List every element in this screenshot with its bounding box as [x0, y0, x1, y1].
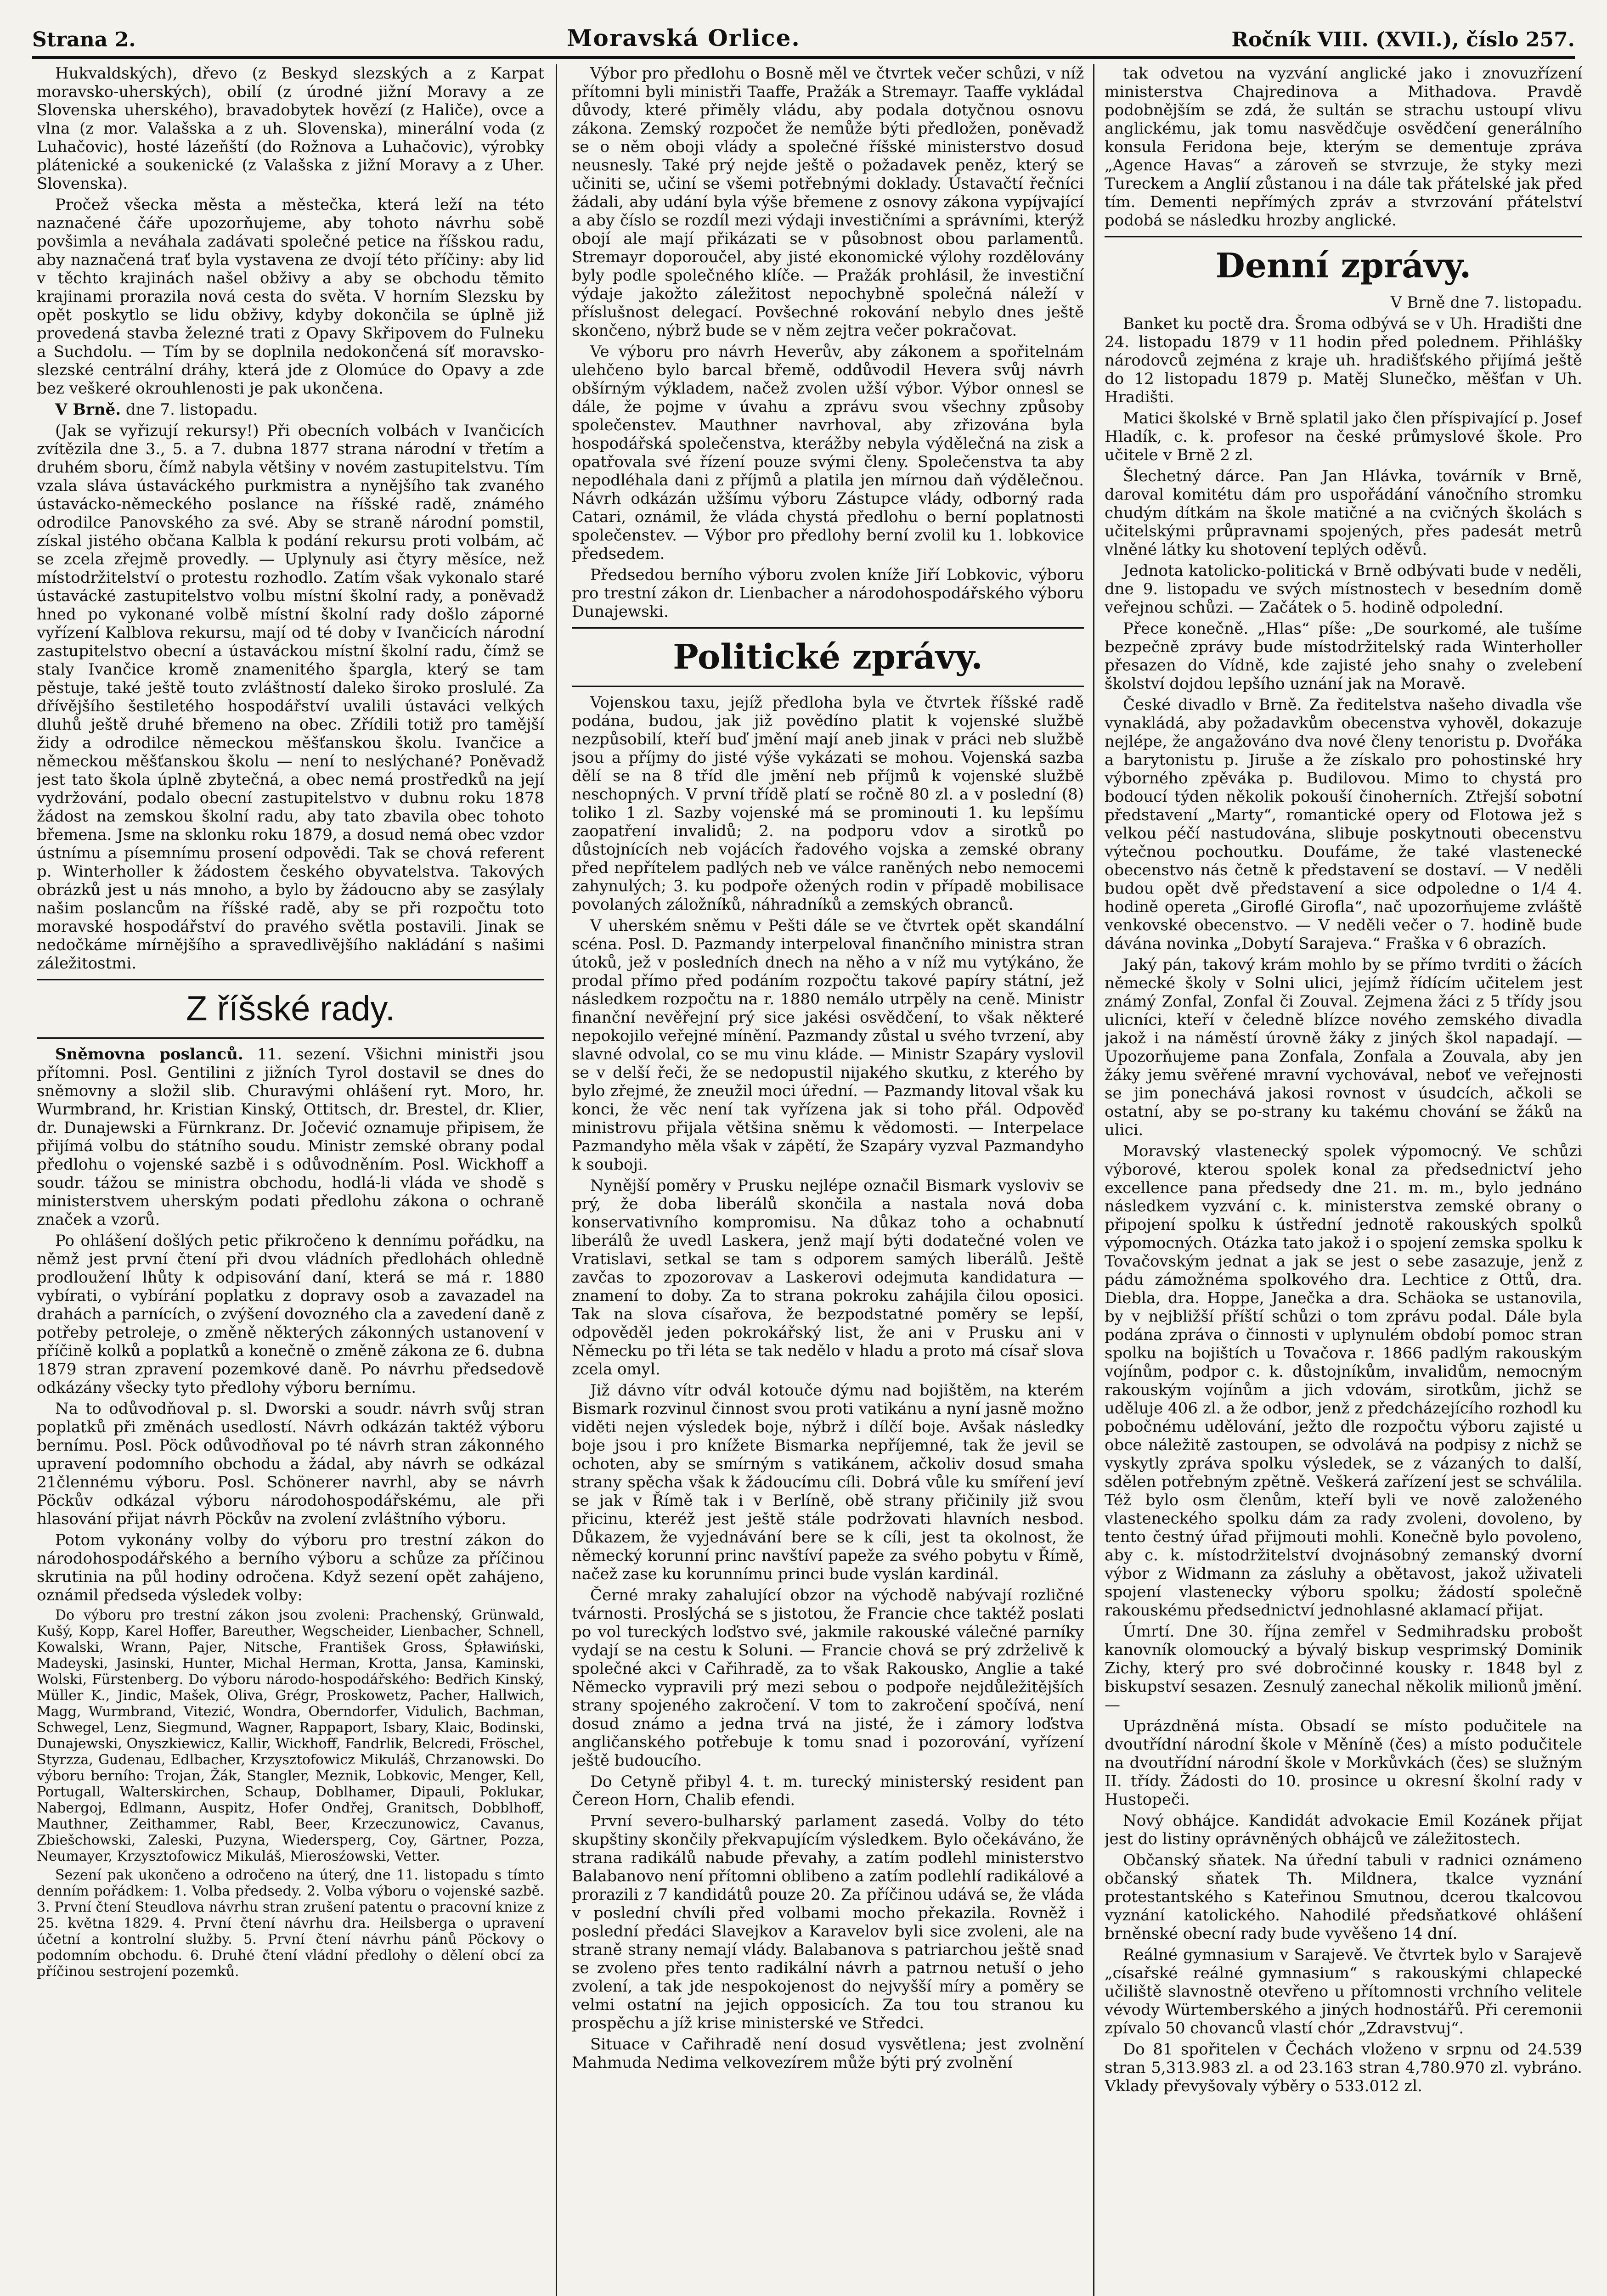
article-paragraph: Na to odůvodňoval p. sl. Dworski a soudr. návrh svůj stran poplatků při změnách usedlostí. Návrh odkázán taktéž výboru bernímu. Posl. Pöck odůvodňoval po té návrh stran zákonného upravení podomního obchodu a žádal, aby návrh se odkázal 21člennému výboru. Posl. Schönerer navrhl, aby se návrh Pöckův odkázal výboru národohospodářskému, ale při hlasování přijat návrh Pöckův na zvolení zvláštního výboru.: [37, 1400, 544, 1528]
article-paragraph: Potom vykonány volby do výboru pro trestní zákon do národohospodářského a berního výboru a schůze za příčinou skrutinia na půl hodiny odročena. Když sezení opět zahájeno, oznámil předseda výsledek volby:: [37, 1531, 544, 1604]
article-paragraph: Černé mraky zahalující obzor na východě nabývají rozličné tvárnosti. Proslýchá se s jistotou, že Francie chce taktéž poslati po vol tureckých loďstvo své, jakmile rakouské válečné parníky vydají se na cestu k Soluni. — Francie chová se prý zdrželivě k společné akci v Cařihradě, za to však Rakousko, Anglie a také Německo vypravili prý mezi sebou o podpoře nejdůležitějších strany spojeného zakročení. V tom to zakročení spočívá, není dosud známo a jedna trvá na jisté, že i zámory loďstva angličanského potřebuje k tomu snad i pozorování, vyřízení ještě budoucího.: [572, 1586, 1084, 1770]
article-paragraph: Nový obhájce. Kandidát advokacie Emil Kozánek přijat jest do listiny oprávněných obhájců ve záležitostech.: [1105, 1812, 1582, 1848]
article-paragraph: Přece konečně. „Hlas“ píše: „De sourkomé, ale tušíme bezpečně zprávy bude místodržitelský rada Winterholler přesazen do Vídně, kde zajisté jeho snahy o zvelebení školství dojdou lepšího uznání jak na Moravě.: [1105, 619, 1582, 693]
committee-list: Do výboru pro trestní zákon jsou zvoleni: Prachenský, Grünwald, Kušý, Kopp, Karel Hoffer, Bareuther, Wegscheider, Lienbacher, Schnell, Kowalski, Wrann, Pajer, Nitsche, František Gross, Śpławiński, Madeyski, Jasinski, Hunter, Michal Herman, Krotta, Jansa, Kaminski, Wolski, Fürstenberg. Do výboru národo-hospodářského: Bedřich Kinský, Müller K., Jindic, Mašek, Oliva, Grégr, Proskowetz, Pacher, Hallwich, Magg, Wurmbrand, Vitezić, Wondra, Oberndorfer, Vidulich, Bachman, Schwegel, Lenz, Siegmund, Wagner, Rappaport, Isbary, Klaic, Bodinski, Dunajewski, Onyszkiewicz, Kallir, Wickhoff, Fandrlik, Belcredi, Fröschel, Styrzza, Gudenau, Edlbacher, Krzysztofowicz Mikuláš, Chrzanowski. Do výboru berního: Trojan, Žák, Stangler, Meznik, Lobkovic, Menger, Kell, Portugall, Walterskirchen, Schaup, Doblhamer, Dipauli, Poklukar, Nabergoj, Edlmann, Auspitz, Hofer Ondřej, Granitsch, Dobblhoff, Mauthner, Zeithammer, Rabl, Beer, Krzeczunowicz, Cavanus, Zbiešchowski, Zaleski, Puzyna, Wiedersperg, Coy, Gärtner, Pozza, Neumayer, Krzysztofowicz Mikuláš, Mierosźowski, Vetter.: [37, 1607, 544, 1864]
issue-info: Ročník VIII. (XVII.), číslo 257.: [1231, 28, 1575, 51]
article-paragraph: [37, 400, 544, 419]
section-title: Denní zprávy.: [1215, 246, 1472, 286]
dateline: V Brně dne 7. listopadu.: [1390, 293, 1582, 312]
masthead-title: Moravská Orlice.: [567, 24, 801, 51]
article-paragraph: První severo-bulharský parlament zasedá. Volby do této skupštiny skončily překvapujícím výsledkem. Bylo očekáváno, že strana radikálů nabude převahy, a zatím podlehl ministerstvo Balabanovo není přítomni oblibeno a zatím podlehlí radikálové a prorazili z 7 kandidátů pouze 20. Za příčinou udává se, že vláda v poslední chvíli před volbami mocho překazila. Rovněž i poslední předáci Slavejkov a Karavelov byli sice zvoleni, ale na straně strany nemají vlády. Balabanova s patriarchou ještě snad se zvoleno přes tento radikální návrh a patrnou netuší o jeho zvolení, a tak jde nespokojenost do nejvyšší míry a poměry se velmi ostatní na jejich opposicích. Za tou tou stranou ku prospěchu a jíž krise ministerské ve Středci.: [572, 1812, 1084, 2032]
article-paragraph: Vojenskou taxu, jejíž předloha byla ve čtvrtek říšské radě podána, budou, jak již povědíno platit k vojenské službě nezpůsobilí, kteří buď jmění mají aneb jinak v práci neb službě jsou a příjmy do jisté výše vykázati se mohou. Vojenská sazba dělí se na 8 tříd dle jmění neb příjmů k vojenské službě neschopných. V první třídě platí se ročně 80 zl. a v poslední (8) toliko 1 zl. Sazby vojenské má se prominouti 1. ku lepšímu zaopatření invalidů; 2. na podporu vdov a sirotků po důstojnících neb vojácích řadového vojska a zemské obrany před nepřítelem padlých neb ve válce raněných nebo nemocemi zahynulých; 3. ku podpoře ožených rodin v případě mobilisace povolaných záložníků, náhradníků a zemských obranců.: [572, 693, 1084, 914]
article-paragraph: Předsedou berního výboru zvolen kníže Jiří Lobkovic, výboru pro trestní zákon dr. Lienbacher a národohospodářského výboru Dunajewski.: [572, 566, 1084, 621]
closing-note: Sezení pak ukončeno a odročeno na úterý, dne 11. listopadu s tímto denním pořádkem: 1. Volba předsedy. 2. Volba výboru o vojenské sazbě. 3. První čtení Steudlova návrhu stran zrušení patentu o pracovní knize z 25. května 1829. 4. První čtení návrhu dra. Heilsberga o upravení účetní a kontrolní služby. 5. První čtení návrhu pánů Pöckovy o podomním obchodu. 6. Druhé čtení vládní předlohy o dělení obcí za příčinou sestrojení pozemků.: [37, 1867, 544, 1980]
article-paragraph: Jednota katolicko-politická v Brně odbývati bude v neděli, dne 9. listopadu ve svých místnostech v besedním domě veřejnou schůzi. — Začátek o 5. hodině odpolední.: [1105, 562, 1582, 617]
article-paragraph: Pročež všecka města a městečka, která leží na této naznačené čáře upozorňujeme, aby tohoto návrhu sobě povšimla a neváhala zadávati společné petice na říšskou radu, aby naznačená trať byla vystavena ze dvojí této příčiny: aby lid v těchto krajinách našel obživy a aby se obchodu těmito krajinami prorazila nová cesta do světa. V horním Slezsku by opět poskytlo se lidu obživy, kdyby dokončila se úplně již provedená stavba železné trati z Opavy Skřipovem do Fulneku a Suchdolu. — Tím by se doplnila nedokončená síť moravsko-slezské centrální dráhy, která jde z Olomúce do Opavy a zde bez veškeré okrouhlenosti je pak ukončena.: [37, 196, 544, 398]
article-paragraph: Ve výboru pro návrh Heverův, aby zákonem a spořitelnám ulehčeno bylo barcal břemě, oddůvodil Hevera svůj návrh obšírným výkladem, načež zvolen užší výbor. Výbor onnesl se dále, že pojme v úvahu a zprávu svou všechny způsoby společenstev. Mauthner navrhoval, aby zřizována byla hospodářská společenstva, kterážby nebyla výdělečná na zisk a opatřovala své řízení pouze svými členy. Společenstva ta aby nepodléhala dani z příjmů a platila jen mírnou daň výdělečnou. Návrh odkázán užšímu výboru Zástupce vlády, odborný rada Catari, oznámil, že vláda chystá předlohu o berní poplatnosti společenstev. — Výbor pro předlohy berní zvolil ku 1. lobkovice předsedem.: [572, 343, 1084, 563]
article-paragraph: Výbor pro předlohu o Bosně měl ve čtvrtek večer schůzi, v níž přítomni byli ministři Taaffe, Pražák a Stremayr. Taaffe vykládal důvody, které přiměly vládu, aby podala dotyčnou osnovu zákona. Zemský rozpočet že nemůže býti předložen, poněvadž se o něm oboji vlády a společné říšské ministerstvo dosud neusnesly. Také prý nejde ještě o požadavek peněz, který se učiniti se, učiní se všemi potřebnými doklady. Ústavačtí řečníci žádali, aby udání byla výše břemene z osnovy zákona vypíjvající a aby číslo se rozdíl mezi výdaji investičními a správními, kterýž obojí ale mají přikázati se v působnost obou parlamentů. Stremayr doporoučel, aby jisté ekonomické výlohy rozdělovány byly podle společného klíče. — Pražák prohlásil, že investiční výdaje jakožto záležitost nepochybně společná náleží v příslušnost delegací. Povšechné rokování nebylo dnes ještě skončeno, nýbrž bude se v něm zejtra večer pokračovat.: [572, 64, 1084, 340]
article-paragraph: Moravský vlastenecký spolek výpomocný. Ve schůzi výborové, kterou spolek konal za předsednictví jeho excellence pana předsedy dne 21. m. m., bylo jednáno následkem vyzvání c. k. ministerstva zemské obrany o připojení spolku k ústřední jednotě rakouských spolků výpomocných. Otázka tato jakož i o spojení zemska spolku k Tovačovským jednat a jak se jest o sebe zasazuje, jenž z pádu zámožnéma spolkového dra. Lechtice z Ottů, dra. Diebla, dra. Hoppe, Janečka a dra. Schäoka se ustanovila, by v nejbližší příští schůzi o tom zprávu podal. Dále byla podána zpráva o činnosti v uplynulém období pomoc stran spolku na bojištích u Tovačova r. 1866 padlým rakouským vojínům, podpor c. k. důstojníkům, invalidům, nemocným rakouským vojínům a jich vdovám, sirotkům, jichž se uděluje 406 zl. a že odbor, jenž z předcházejícího rozhodl ku pobočnému udělování, ježto dle rozpočtu výboru zajisté u obce náležitě zastoupen, se odvolává na podpisy z nichž se vyskytly zpráva spolku výsledek, se z vázaných to další, sdělen potřebným zpětně. Veškerá zařízení jest se schválila. Též bylo osm členům, kteří byli ve nově založeného vlasteneckého spolku dám za rady zvoleni, dovoleno, by tento čestný úřad přijmouti mohli. Konečně bylo povoleno, aby c. k. místodržitelství dvojnásobný zemanský dvorní výbor z Widmann za zásluhy a obětavost, jakož uživateli spojení vlastenecky výboru spolku; žádostí společně rakouskému předsednictví jednohlasné aklamací přijat.: [1105, 1142, 1582, 1620]
article-paragraph: Již dávno vítr odvál kotouče dýmu nad bojištěm, na kterém Bismark rozvinul činnost svou proti vatikánu a nyní jasně možno viděti nejen výsledek boje, nýbrž i dílčí boje. Avšak následky boje jsou i pro knížete Bismarka nepříjemné, tak že jevil se ochoten, aby se smírným s vatikánem, ačkoliv dosud smaha strany spěcha však k žádoucímu cíli. Dobrá vůle ku smíření jeví se jak v Římě tak i v Berlíně, obě strany přičinily již svou přicinu, kteréž jest ještě stále podržovati hlavních nesbod. Důkazem, že vyjednávání bere se k cíli, jest ta okolnost, že německý korunní princ navštíví papeže za svého pobytu v Římě, načež zase ku korunnímu princi bude vyslán kardinál.: [572, 1381, 1084, 1583]
header-rule: [32, 56, 1575, 59]
article-paragraph: Občanský sňatek. Na úřední tabuli v radnici oznámeno občanský sňatek Th. Mildnera, tkalce vyznání protestantského s Kateřinou Smutnou, dcerou tkalcovou vyznání katolického. Nahodilé předsňatkové ohlášení brněnské obecní rady bude vyvěšeno 14 dní.: [1105, 1851, 1582, 1943]
section-rule: [572, 627, 1084, 629]
section-rule: [572, 686, 1084, 687]
article-paragraph: Jaký pán, takový krám mohlo by se přímo tvrditi o žácích německé školy v Solni ulici, jejímž řídícím učitelem jest známý Zonfal, Zonfal či Zouval. Zejmena žáci z 5 třídy jsou ulicníci, kteří v čeledně blízce nového zemského divadla jakož i na náměstí úrovně žáky z jiných škol napadají. — Upozorňujeme pana Zonfala, Zonfala a Zouvala, aby jen žáky jemu svěřené mravní vychovával, neboť ve veřejnosti se jim ponechává jakosi rovnost v úsudcích, ačkoli se ostatní, aby se po-strany ku takému chování se žáků na ulici.: [1105, 956, 1582, 1139]
article-heading: V Brně.: [55, 400, 121, 419]
dateline: dne 7. listopadu.: [125, 400, 258, 419]
article-paragraph: Situace v Cařihradě není dosud vysvětlena; jest zvolnění Mahmuda Nedima velkovezírem může býti prý zvolnění: [572, 2035, 1084, 2072]
running-header: [32, 10, 1575, 51]
page-number: Strana 2.: [32, 28, 136, 51]
article-paragraph: Do 81 spořitelen v Čechách vloženo v srpnu od 24.539 stran 5,313.983 zl. a od 23.163 stran 4,780.970 zl. vybráno. Vklady převyšovaly výběry o 533.012 zl.: [1105, 2040, 1582, 2095]
article-paragraph: Do Cetyně přibyl 4. t. m. turecký ministerský resident pan Čereon Horn, Chalib efendi.: [572, 1773, 1084, 1809]
section-title: Politické zprávy.: [673, 637, 983, 677]
article-paragraph: Šlechetný dárce. Pan Jan Hlávka, továrník v Brně, daroval komitétu dám pro uspořádání vánočního stromku chudým dítkám na škole matičné a na cvičných školách s učitelskými průpravnami spojených, přes padesát metrů vlněné látky ku shotovení teplých oděvů.: [1105, 467, 1582, 559]
article-paragraph: V uherském sněmu v Pešti dále se ve čtvrtek opět skandální scéna. Posl. D. Pazmandy interpeloval finančního ministra stran útoků, jež v posledních dnech na něho a v níž mu vytýkáno, že prodal přímo před podáním rozpočtu takové papíry státní, jež následkem rozpočtu na r. 1880 nemálo utrpěly na ceně. Ministr finanční nevěřejní prý sice jakési osvědčení, to však některé nepokojilo veřejné mínění. Pazmandy zůstal u svého tvrzení, aby slavné odvolal, co se mu vinu kláde. — Ministr Szapáry vyslovil se v delší řeči, že se nedopustil nijakého skutku, z kterého by bylo zřejmé, že zneužil moci úřední. — Pazmandy litoval však ku konci, že věc není tak vyřízena jak si toho přál. Odpověď ministrovu přijala většina sněmu k vědomosti. — Interpelace Pazmandyho měla však v zápětí, že Szapáry vyzval Pazmandyho k souboji.: [572, 917, 1084, 1174]
section-rule: [37, 1037, 544, 1039]
article-paragraph: Reálné gymnasium v Sarajevě. Ve čtvrtek bylo v Sarajevě „císařské reálné gymnasium“ s rakouskými chlapecké učiliště slavnostně otevřeno u přítomnosti vrchního velitele vévody Würtemberského a jiných hodnostářů. Při ceremonii zpívalo 50 chovanců vlastí chór „Zdravstvuj“.: [1105, 1946, 1582, 2037]
column-right: [1105, 64, 1582, 2296]
article-heading: Sněmovna poslanců.: [55, 1045, 243, 1064]
article-paragraph: (Jak se vyřizují rekursy!) Při obecních volbách v Ivančicích zvítězila dne 3., 5. a 7. dubna 1877 strana národní v třetím a druhém sboru, čímž nabyla většiny v novém zastupitelstvu. Tím vzala sláva ústaváckého purkmistra a nynějšího tak zvaného ústavácko-německého poslance na říšské radě, známého odrodilce Panovského za své. Aby se straně národní pomstil, získal jistého občana Kalbla k podání rekursu proti volbám, ač se zcela zřejmě provedly. — Uplynuly asi čtyry měsíce, než místodržitelství o protestu rozhodlo. Zatím však vykonalo staré ústavácké zastupitelstvo volbu místní školní rady, a poněvadž hned po vykonané volbě místní školní rady došlo záporné vyřízení Kalblova rekursu, mají od té doby v Ivančicích národní zastupitelstvo obecní a ústaváckou místní školní radu, čímž se staly Ivančice kromě znamenitého špargla, který se tam pěstuje, také ještě touto zvláštností daleko široko proslulé. Za dřívějšího šestiletého hospodářství uvalili ústaváci velkých dluhů ještě druhé břemeno na obec. Zřídili totiž pro tamější židy a odrodilce německou měšťanskou školu. Ivančice a německou měšťanskou školu — není to neslýchané? Poněvadž jest tato škola úplně zbytečná, a obec nemá prostředků na její vydržování, podalo obecní zastupitelstvo v dubnu roku 1878 žádost na zemskou školní radu, aby tato zbavila obec tohoto břemena. Jsme na sklonku roku 1879, a dosud nemá obec vzdor ústnímu a písemnímu prosení odpovědi. Tak se chová referent p. Winterholler k žádostem českého obyvatelstva. Takových obrázků jest u nás mnoho, a bylo by žádoucno aby se zasýlaly našim poslancům na říšské radě, aby se při rozpočtu toto moravské hospodářství do pravého světla postavili. Jinak se nedočkáme mírnějšího a spravedlivějšího nakládání s našimi záležitostmi.: [37, 422, 544, 973]
article-paragraph: Matici školské v Brně splatil jako člen příspivající p. Josef Hladík, c. k. profesor na české průmyslové škole. Pro učitele v Brně 2 zl.: [1105, 409, 1582, 464]
article-paragraph: [37, 1045, 544, 1229]
article-paragraph: Uprázdněná místa. Obsadí se místo podučitele na dvoutřídní národní škole v Měníně (čes) a místo podučitele na dvoutřídní národní škole v Morkůvkách (čes) se služným II. třídy. Žádosti do 10. prosince u okresní školní rady v Hustopeči.: [1105, 1717, 1582, 1809]
article-paragraph: Banket ku poctě dra. Šroma odbývá se v Uh. Hradišti dne 24. listopadu 1879 v 11 hodin před polednem. Přihlášky národovců zejména z kraje uh. hradišťského přijímá ještě do 12 listopadu 1879 p. Matěj Slunečko, měšťan v Uh. Hradišti.: [1105, 315, 1582, 406]
section-rule: [1105, 236, 1582, 237]
section-rule: [37, 979, 544, 980]
column-divider: [556, 64, 557, 2296]
column-middle: [572, 64, 1084, 2296]
article-paragraph: tak odvetou na vyzvání anglické jako i znovuzřízení ministerstva Chajredinova a Mithadova. Pravdě podobnějším se zdá, že sultán se strachu ustoupí vlivu anglickému, jak tomu nasvědčuje osvědčení generálního konsula Feridona beje, kterým se dementuje zpráva „Agence Havas“ a zároveň se stvrzuje, že styky mezi Tureckem a Anglií zůstanou i na dále tak přátelské jak před tím. Dementi nepřímých zpráv a stvrzování přátelství podobá se následku hrozby anglické.: [1105, 64, 1582, 230]
article-paragraph: České divadlo v Brně. Za ředitelstva našeho divadla vše vynakládá, aby požadavkům obecenstva vyhověl, dokazuje nejlépe, že angažováno dva nové členy tenoristu p. Dvořáka a barytonistu p. Jiruše a že získalo pro pohostinské hry výborného zpěváka p. Budilovou. Mimo to chystá pro bodoucí týden několik pokouší činoherních. Ztřejší sobotní představení „Marty“, romantické opery od Flotowa jež s velkou péčí nastudována, slibuje poskytnouti obecenstvu výtečnou pochoutku. Doufáme, že také vlastenecké obecenstvo nás četně k představení se dostaví. — V neděli budou opět dvě představení a sice odpoledne o 1/4 4. hodině opereta „Giroflé Girofla“, nač upozorňujeme zvláště venkovské obecenstvo. — V neděli večer o 7. hodině bude dávána novinka „Dobytí Sarajeva.“ Fraška v 6 obrazích.: [1105, 696, 1582, 953]
article-paragraph: Nynější poměry v Prusku nejlépe označil Bismark vysloviv se prý, že doba liberálů skončila a nastala nová doba konservativního kompromisu. Na důkaz toho a ochabnutí liberálů že uvedl Laskera, jenž mají býti dodatečné volen ve Vratislavi, setkal se tam s odporem samých liberálů. Ještě zavčas to zpozorovav a Laskerovi odejmuta kandidatura — znamení to doby. Za to strana pokroku zahájila čilou oposici. Tak na slova císařova, že bezpodstatné poměry se lepší, odpověděl jeden pokrokářský list, že ani v Prusku ani v Německu po tři léta se tak nedělo v hladu a proto má císař slova zcela omyl.: [572, 1176, 1084, 1379]
column-divider: [1093, 64, 1094, 2296]
column-left: [37, 64, 544, 2296]
article-text: 11. sezení. Všichni ministři jsou přítomni. Posl. Gentilini z jižních Tyrol dostavil se dnes do sněmovny a složil slib. Churavými ohlášení ryt. Moro, hr. Wurmbrand, hr. Kristian Kinský, Ottitsch, dr. Brestel, dr. Klier, dr. Dunajewski a Fürnkranz. Dr. Jočević oznamuje připisem, že přijímá volbu do státního soudu. Ministr zemské obrany podal předlohu o vojenské sazbě i s odůvodněním. Posl. Wickhoff a soudr. tážou se ministra obchodu, hodlá-li vláda ve shodě s ministerstvem uherským podati předlohu zákona o ochraně značek a vzorů.: [37, 1045, 544, 1229]
article-paragraph: Úmrtí. Dne 30. října zemřel v Sedmihradsku probošt kanovník olomoucký a bývalý biskup vesprimský Dominik Zichy, který pro své dobročinné kousky r. 1848 byl z biskupství sesazen. Zesnulý zanechal několik milionů jmění. —: [1105, 1622, 1582, 1714]
section-title: Z říšské rady.: [186, 989, 395, 1028]
article-paragraph: Po ohlášení došlých petic přikročeno k dennímu pořádku, na němž jest první čtení při dvou vládních předlohách ohledně prodloužení lhůty k odpisování daní, která se má r. 1880 vybírati, o vybírání poplatku z dopravy osob a zavazadel na drahách a parnících, o zvýšení dovozného cla a zavedení daně z potřeby petroleje, o změně některých zákonných ustanovení v příčině kolků a poplatků a konečně o změně zákona ze 6. dubna 1879 stran zpravení pozemkové daně. Po návrhu předsedově odkázány všecky tyto předlohy výboru bernímu.: [37, 1232, 544, 1397]
article-paragraph: Hukvaldských), dřevo (z Beskyd slezských a z Karpat moravsko-uherských), obilí (z úrodné jižní Moravy a ze Slovenska uherského), bravadobytek hovězí (z Haliče), ovce a vlna (z mor. Valašska a z uh. Slovenska), minerální voda (z Luhačovic), hosté lázeňští (do Rožnova a Luhačovic), výrobky plátenické a soukenické (z Valašska z jižní Moravy a z Uher. Slovenska).: [37, 64, 544, 193]
